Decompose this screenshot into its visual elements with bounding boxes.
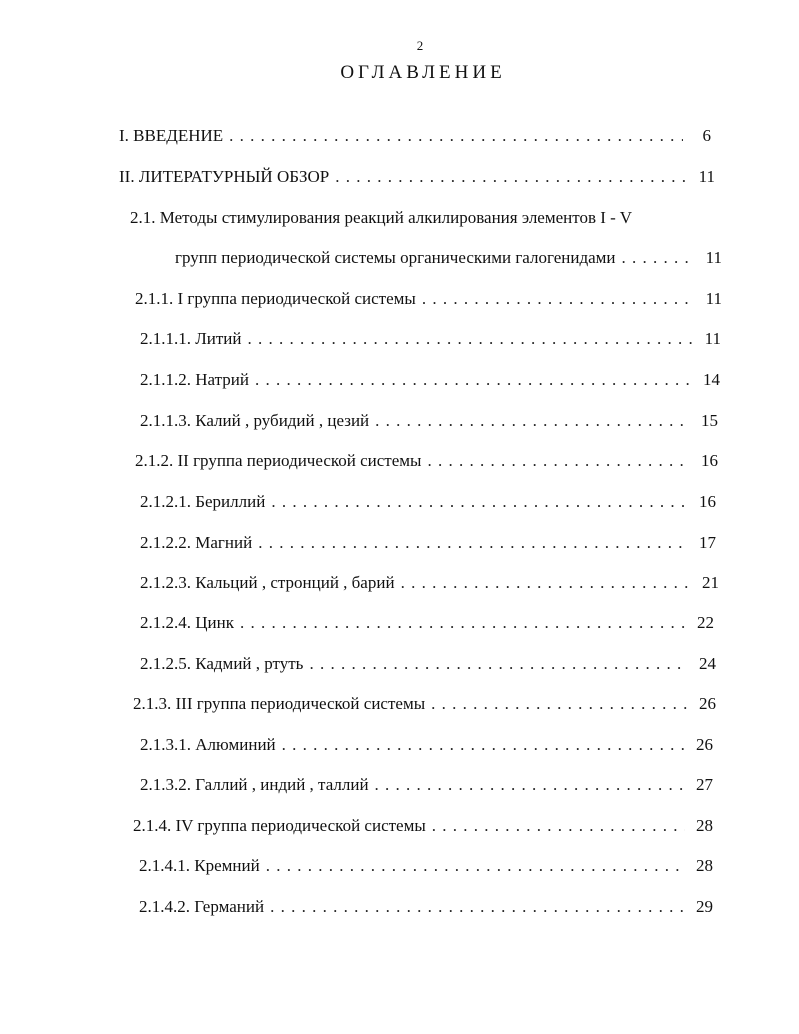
toc-entry-2-1-2-5 bbox=[140, 654, 716, 680]
toc-entry-2-1-2-4 bbox=[140, 613, 714, 639]
dot-leader bbox=[431, 694, 688, 714]
toc-page: 26 bbox=[696, 735, 713, 754]
toc-entry-2-1-3 bbox=[133, 694, 716, 720]
dot-leader bbox=[422, 289, 694, 309]
toc-entry-2-1-4-1 bbox=[139, 856, 713, 882]
toc-label: 2.1.2. II группа периодической системы bbox=[135, 451, 422, 470]
toc-page: 28 bbox=[696, 816, 713, 835]
toc-page: 27 bbox=[696, 775, 713, 794]
toc-entry-2-1-1-1 bbox=[140, 329, 721, 355]
toc-entry-2-1-4 bbox=[133, 816, 713, 842]
toc-page: 6 bbox=[702, 126, 711, 145]
toc-label: 2.1.1.3. Калий , рубидий , цезий bbox=[140, 411, 370, 430]
toc-label: 2.1.2.1. Бериллий bbox=[140, 492, 266, 511]
dot-leader bbox=[432, 816, 685, 836]
page-title: ОГЛАВЛЕНИЕ bbox=[340, 62, 506, 83]
toc-entry-introduction bbox=[119, 126, 711, 152]
toc-page: 21 bbox=[702, 573, 719, 592]
toc-entry-2-1-continued bbox=[175, 248, 722, 274]
toc-entry-2-1-2-3 bbox=[140, 573, 719, 599]
toc-entry-2-1-2-2 bbox=[140, 533, 716, 559]
toc-label: 2.1.4.2. Германий bbox=[139, 897, 265, 916]
toc-label: II. ЛИТЕРАТУРНЫЙ ОБЗОР bbox=[119, 167, 330, 186]
toc-entry-2-1-3-2 bbox=[140, 775, 713, 801]
dot-leader bbox=[401, 573, 691, 593]
toc-entry-2-1-1-3 bbox=[140, 411, 718, 437]
dot-leader bbox=[266, 856, 685, 876]
toc-page: 17 bbox=[699, 533, 716, 552]
toc-entry-2-1-2-1 bbox=[140, 492, 716, 518]
toc-label: 2.1.2.3. Кальций , стронций , барий bbox=[140, 573, 395, 592]
toc-label: I. ВВЕДЕНИЕ bbox=[119, 126, 224, 145]
toc-entry-2-1 bbox=[130, 208, 690, 234]
toc-entry-2-1-3-1 bbox=[140, 735, 713, 761]
dot-leader bbox=[270, 897, 685, 917]
toc-page: 16 bbox=[701, 451, 718, 470]
toc-entry-literature-review bbox=[119, 167, 715, 193]
dot-leader bbox=[375, 411, 690, 431]
toc-page: 28 bbox=[696, 856, 713, 875]
dot-leader bbox=[427, 451, 690, 471]
toc-entry-2-1-4-2 bbox=[139, 897, 713, 923]
toc-label: 2.1.2.5. Кадмий , ртуть bbox=[140, 654, 304, 673]
toc-label: 2.1.1.2. Натрий bbox=[140, 370, 249, 389]
toc-label: 2.1.4. IV группа периодической системы bbox=[133, 816, 426, 835]
toc-label: 2.1. Методы стимулирования реакций алкилирования элементов I - V bbox=[130, 208, 633, 227]
toc-page: 15 bbox=[701, 411, 718, 430]
toc-page: 16 bbox=[699, 492, 716, 511]
toc-label: 2.1.2.4. Цинк bbox=[140, 613, 234, 632]
toc-entry-2-1-2 bbox=[135, 451, 718, 477]
dot-leader bbox=[309, 654, 688, 674]
page-number: 2 bbox=[416, 38, 424, 53]
toc-entry-2-1-1 bbox=[135, 289, 722, 315]
toc-page: 11 bbox=[705, 248, 722, 267]
toc-page: 11 bbox=[705, 289, 722, 308]
dot-leader bbox=[622, 248, 694, 268]
dot-leader bbox=[258, 533, 688, 553]
toc-page: 22 bbox=[697, 613, 714, 632]
toc-label: 2.1.1. I группа периодической системы bbox=[135, 289, 416, 308]
toc-page: 24 bbox=[699, 654, 716, 673]
dot-leader bbox=[271, 492, 688, 512]
dot-leader bbox=[282, 735, 685, 755]
dot-leader bbox=[229, 126, 683, 146]
dot-leader bbox=[375, 775, 685, 795]
dot-leader bbox=[255, 370, 692, 390]
toc-page: 26 bbox=[699, 694, 716, 713]
toc-label: 2.1.1.1. Литий bbox=[140, 329, 242, 348]
toc-entry-2-1-1-2 bbox=[140, 370, 720, 396]
toc-label: 2.1.2.2. Магний bbox=[140, 533, 253, 552]
toc-label: 2.1.3. III группа периодической системы bbox=[133, 694, 426, 713]
toc-page: 14 bbox=[703, 370, 720, 389]
toc-page: 29 bbox=[696, 897, 713, 916]
dot-leader bbox=[248, 329, 693, 349]
toc-page: 11 bbox=[704, 329, 721, 348]
toc-label: 2.1.4.1. Кремний bbox=[139, 856, 260, 875]
toc-label: 2.1.3.2. Галлий , индий , таллий bbox=[140, 775, 369, 794]
dot-leader bbox=[335, 167, 687, 187]
dot-leader bbox=[240, 613, 686, 633]
toc-label: 2.1.3.1. Алюминий bbox=[140, 735, 276, 754]
toc-page: 11 bbox=[698, 167, 715, 186]
toc-label: групп периодической системы органическими галогенидами bbox=[175, 248, 616, 267]
